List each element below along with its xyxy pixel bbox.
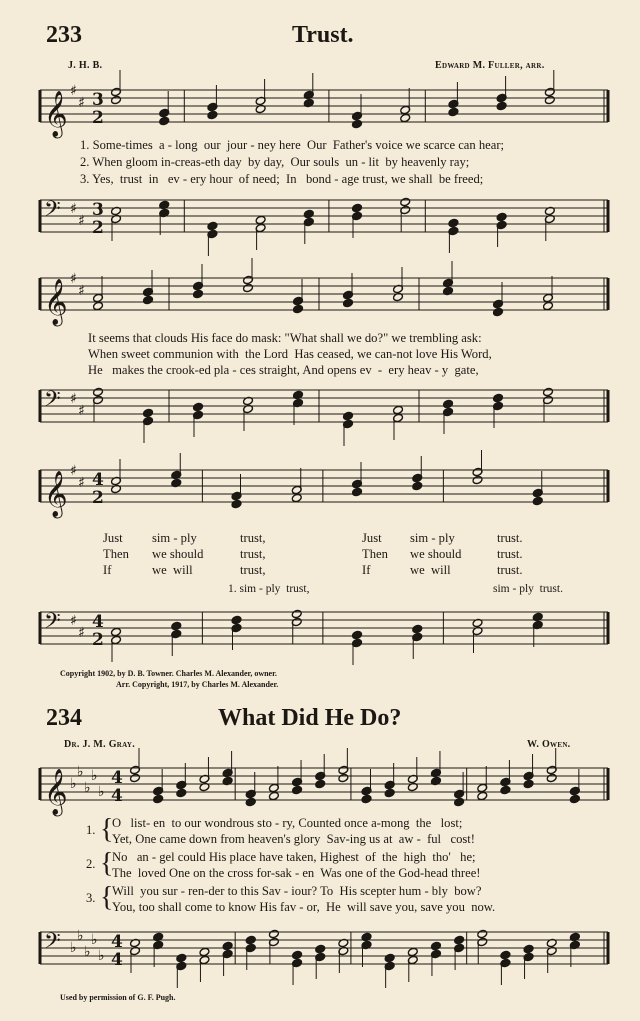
svg-text:♭: ♭: [70, 940, 77, 956]
music-staff: [36, 190, 612, 250]
music-staff: [36, 460, 612, 520]
svg-text:𝄞: 𝄞: [44, 471, 68, 517]
lyric-word: we will: [152, 563, 193, 577]
svg-text:𝄢: 𝄢: [44, 609, 61, 639]
words-credit: Dr. J. M. Gray.: [64, 739, 136, 750]
verse-brace: {: [100, 882, 114, 913]
lyric-word: sim - ply: [152, 531, 197, 545]
hymn-title: What Did He Do?: [218, 705, 402, 731]
lyric-word: Then: [362, 547, 388, 561]
svg-text:♯: ♯: [70, 391, 77, 407]
lyric-word: we should: [410, 547, 462, 561]
lyric-word: Just: [362, 531, 382, 545]
svg-text:♭: ♭: [77, 928, 84, 944]
svg-text:𝄢: 𝄢: [44, 197, 61, 227]
copyright-line: Arr. Copyright, 1917, by Charles M. Alexander.: [116, 680, 279, 689]
lyric-word: If: [103, 563, 112, 577]
lyric-word: sim - ply: [410, 531, 455, 545]
svg-text:2: 2: [92, 488, 104, 508]
svg-text:♯: ♯: [78, 625, 85, 641]
svg-text:4: 4: [111, 786, 123, 806]
svg-text:♯: ♯: [70, 271, 77, 287]
lyric-line: Yet, One came down from heaven's glory Sav-ing us at aw - ful cost!: [112, 832, 475, 846]
hymn-title: Trust.: [292, 22, 354, 48]
verse-brace: {: [100, 848, 114, 879]
svg-text:♯: ♯: [78, 283, 85, 299]
verse-number: 2.: [86, 857, 96, 871]
svg-text:4: 4: [111, 932, 123, 952]
lyric-word: trust,: [240, 563, 266, 577]
lyric-word: trust.: [497, 547, 523, 561]
lyric-line: No an - gel could His place have taken, Highest of the high tho' he;: [112, 850, 476, 864]
svg-text:3: 3: [92, 90, 104, 110]
verse-brace: {: [100, 814, 114, 845]
svg-text:4: 4: [111, 768, 123, 788]
music-staff: [36, 268, 612, 328]
svg-text:♯: ♯: [70, 463, 77, 479]
lyric-word: we will: [410, 563, 451, 577]
lyric-line: Will you sur - ren-der to this Sav - iour? To His scepter hum - bly bow?: [112, 884, 482, 898]
lyric-line: 2. When gloom in-creas-eth day by day, Our souls un - lit by heavenly ray;: [80, 155, 470, 169]
words-credit: J. H. B.: [68, 60, 103, 71]
svg-text:♭: ♭: [84, 780, 91, 796]
svg-text:𝄢: 𝄢: [44, 387, 61, 417]
lyric-line: The loved One on the cross for-sak - en Was one of the God-head three!: [112, 866, 481, 880]
lyric-line: 3. Yes, trust in ev - ery hour of need; In bond - age trust, we shall be freed;: [80, 172, 484, 186]
lyric-line: It seems that clouds His face do mask: "What shall we do?" we trembling ask:: [88, 331, 482, 345]
svg-text:4: 4: [92, 612, 104, 632]
svg-text:3: 3: [92, 200, 104, 220]
lyric-line: O list- en to our wondrous sto - ry, Counted once a-mong the lost;: [112, 816, 463, 830]
verse-number: 3.: [86, 891, 96, 905]
bass-lyric: 1. sim - ply trust,: [228, 583, 310, 595]
music-staff: [36, 602, 612, 662]
svg-text:♯: ♯: [70, 201, 77, 217]
music-staff: [36, 922, 612, 982]
music-staff: [36, 380, 612, 440]
svg-text:♯: ♯: [78, 475, 85, 491]
svg-text:♭: ♭: [84, 944, 91, 960]
lyric-word: we should: [152, 547, 204, 561]
lyric-word: Then: [103, 547, 129, 561]
copyright-line: Copyright 1902, by D. B. Towner. Charles M. Alexander, owner.: [60, 669, 277, 678]
lyric-word: If: [362, 563, 371, 577]
lyric-line: When sweet communion with the Lord Has ceased, we can-not love His Word,: [88, 347, 492, 361]
svg-text:♯: ♯: [78, 95, 85, 111]
hymn-number: 234: [46, 705, 82, 731]
svg-text:♭: ♭: [98, 948, 105, 964]
svg-text:♭: ♭: [91, 932, 98, 948]
lyric-word: trust.: [497, 563, 523, 577]
svg-text:♭: ♭: [70, 776, 77, 792]
svg-text:2: 2: [92, 630, 104, 650]
svg-text:♯: ♯: [78, 403, 85, 419]
svg-text:♯: ♯: [78, 213, 85, 229]
hymn-number: 233: [46, 22, 82, 48]
svg-text:4: 4: [111, 950, 123, 970]
svg-text:♯: ♯: [70, 613, 77, 629]
svg-text:2: 2: [92, 218, 104, 238]
svg-text:4: 4: [92, 470, 104, 490]
music-staff: [36, 758, 612, 818]
lyric-line: He makes the crook-ed pla - ces straight, And opens ev - ery heav - y gate,: [88, 363, 479, 377]
svg-text:♭: ♭: [91, 768, 98, 784]
svg-text:𝄞: 𝄞: [44, 91, 68, 137]
lyric-line: 1. Some-times a - long our jour - ney here Our Father's voice we scarce can hear;: [80, 138, 505, 152]
svg-text:𝄞: 𝄞: [44, 279, 68, 325]
verse-number: 1.: [86, 823, 96, 837]
lyric-word: trust,: [240, 531, 266, 545]
lyric-word: trust.: [497, 531, 523, 545]
svg-text:2: 2: [92, 108, 104, 128]
music-credit: Edward M. Fuller, arr.: [435, 60, 545, 71]
music-staff: [36, 80, 612, 140]
svg-text:𝄢: 𝄢: [44, 929, 61, 959]
lyric-word: trust,: [240, 547, 266, 561]
svg-text:♭: ♭: [77, 764, 84, 780]
svg-text:𝄞: 𝄞: [44, 769, 68, 815]
lyric-word: Just: [103, 531, 123, 545]
footnote: Used by permission of G. F. Pugh.: [60, 993, 176, 1002]
music-credit: W. Owen.: [527, 739, 571, 750]
svg-text:♭: ♭: [98, 784, 105, 800]
lyric-line: You, too shall come to know His fav - or, He will save you, save you now.: [112, 900, 496, 914]
svg-text:♯: ♯: [70, 83, 77, 99]
bass-lyric: sim - ply trust.: [493, 583, 563, 595]
